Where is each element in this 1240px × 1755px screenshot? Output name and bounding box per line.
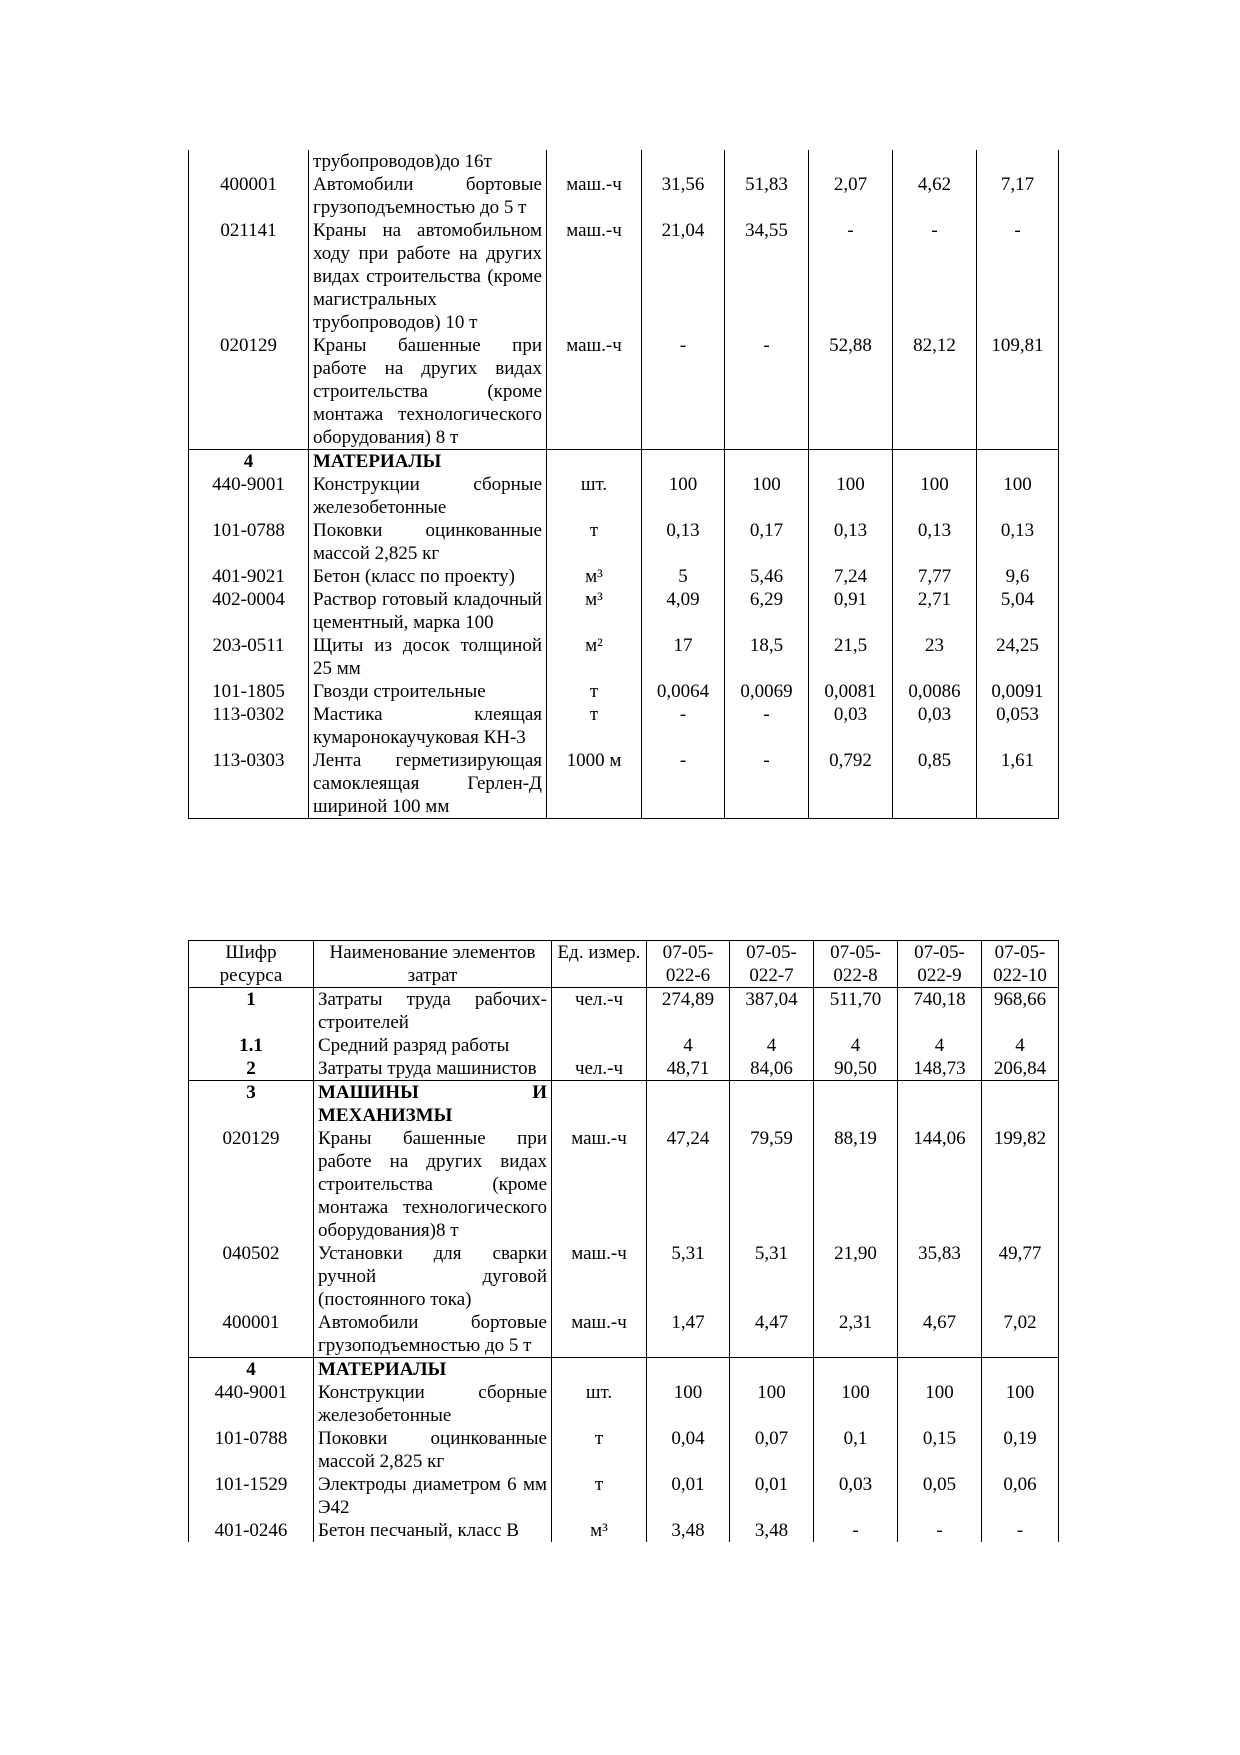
table-row bbox=[189, 565, 1059, 588]
resource-name: Автомобили бортовые грузоподъемностью до 5 т bbox=[314, 1311, 552, 1358]
empty-cell bbox=[730, 1358, 814, 1382]
value-cell: 0,01 bbox=[730, 1473, 814, 1519]
unit-of-measure: м³ bbox=[552, 1519, 647, 1542]
unit-of-measure: м² bbox=[547, 634, 642, 680]
unit-of-measure: чел.-ч bbox=[552, 988, 647, 1035]
unit-of-measure: т bbox=[547, 519, 642, 565]
resource-code: 020129 bbox=[189, 334, 309, 450]
value-cell: 2,31 bbox=[814, 1311, 898, 1358]
resource-code: 400001 bbox=[189, 1311, 314, 1358]
value-cell: - bbox=[642, 334, 725, 450]
resource-name: Конструкции сборные железобетонные bbox=[314, 1381, 552, 1427]
resource-table bbox=[188, 940, 1059, 1542]
resource-code: 101-1805 bbox=[189, 680, 309, 703]
resource-name: Затраты труда рабочих-строителей bbox=[314, 988, 552, 1035]
table-row bbox=[189, 1427, 1059, 1473]
value-cell: 34,55 bbox=[725, 219, 809, 334]
table-row bbox=[189, 473, 1059, 519]
column-header-norm: 07-05-022-7 bbox=[730, 941, 814, 988]
section-header-row bbox=[189, 450, 1059, 474]
value-cell: 3,48 bbox=[730, 1519, 814, 1542]
value-cell: 387,04 bbox=[730, 988, 814, 1035]
value-cell: 100 bbox=[977, 473, 1059, 519]
value-cell: 0,03 bbox=[814, 1473, 898, 1519]
unit-of-measure: шт. bbox=[547, 473, 642, 519]
resource-table-continued bbox=[188, 150, 1059, 819]
resource-name: Щиты из досок толщиной 25 мм bbox=[309, 634, 547, 680]
value-cell: 5,04 bbox=[977, 588, 1059, 634]
value-cell: 511,70 bbox=[814, 988, 898, 1035]
value-cell: 4 bbox=[647, 1034, 730, 1057]
value-cell: - bbox=[814, 1519, 898, 1542]
empty-cell bbox=[547, 450, 642, 474]
table-row bbox=[189, 150, 1059, 173]
value-cell bbox=[893, 150, 977, 173]
resource-code: 203-0511 bbox=[189, 634, 309, 680]
empty-cell bbox=[730, 1081, 814, 1128]
unit-of-measure bbox=[547, 150, 642, 173]
value-cell: 100 bbox=[809, 473, 893, 519]
value-cell: 1,47 bbox=[647, 1311, 730, 1358]
value-cell: - bbox=[642, 749, 725, 819]
value-cell: 82,12 bbox=[893, 334, 977, 450]
unit-of-measure bbox=[552, 1034, 647, 1057]
value-cell: 51,83 bbox=[725, 173, 809, 219]
value-cell: 199,82 bbox=[982, 1127, 1059, 1242]
value-cell: 5,31 bbox=[647, 1242, 730, 1311]
resource-name: Гвозди строительные bbox=[309, 680, 547, 703]
value-cell: - bbox=[977, 219, 1059, 334]
resource-code: 113-0302 bbox=[189, 703, 309, 749]
value-cell: 0,17 bbox=[725, 519, 809, 565]
unit-of-measure: т bbox=[552, 1427, 647, 1473]
value-cell: 6,29 bbox=[725, 588, 809, 634]
value-cell: 21,90 bbox=[814, 1242, 898, 1311]
value-cell: 0,07 bbox=[730, 1427, 814, 1473]
section-number: 4 bbox=[189, 1358, 314, 1382]
value-cell: - bbox=[725, 334, 809, 450]
value-cell: 0,06 bbox=[982, 1473, 1059, 1519]
value-cell: 4 bbox=[898, 1034, 982, 1057]
value-cell: - bbox=[898, 1519, 982, 1542]
value-cell: 0,0069 bbox=[725, 680, 809, 703]
resource-name: Поковки оцинкованные массой 2,825 кг bbox=[314, 1427, 552, 1473]
value-cell: 21,5 bbox=[809, 634, 893, 680]
unit-of-measure: м³ bbox=[547, 565, 642, 588]
value-cell: 4 bbox=[730, 1034, 814, 1057]
value-cell: 100 bbox=[642, 473, 725, 519]
empty-cell bbox=[977, 450, 1059, 474]
table-row bbox=[189, 634, 1059, 680]
resource-name: Конструкции сборные железобетонные bbox=[309, 473, 547, 519]
resource-code: 401-0246 bbox=[189, 1519, 314, 1542]
resource-name: Бетон (класс по проекту) bbox=[309, 565, 547, 588]
section-title: МАТЕРИАЛЫ bbox=[314, 1358, 552, 1382]
resource-code: 101-1529 bbox=[189, 1473, 314, 1519]
unit-of-measure: маш.-ч bbox=[547, 334, 642, 450]
column-header-code: Шифр ресурса bbox=[189, 941, 314, 988]
value-cell: 274,89 bbox=[647, 988, 730, 1035]
value-cell: 9,6 bbox=[977, 565, 1059, 588]
table-row bbox=[189, 1034, 1059, 1057]
column-header-name: Наименование элементов затрат bbox=[314, 941, 552, 988]
resource-code: 101-0788 bbox=[189, 1427, 314, 1473]
value-cell: 144,06 bbox=[898, 1127, 982, 1242]
value-cell: - bbox=[642, 703, 725, 749]
value-cell: 31,56 bbox=[642, 173, 725, 219]
value-cell bbox=[977, 150, 1059, 173]
value-cell: 100 bbox=[814, 1381, 898, 1427]
value-cell: 109,81 bbox=[977, 334, 1059, 450]
value-cell: 17 bbox=[642, 634, 725, 680]
table-row bbox=[189, 219, 1059, 334]
value-cell: 0,91 bbox=[809, 588, 893, 634]
empty-cell bbox=[982, 1358, 1059, 1382]
section-title: МАШИНЫ И МЕХАНИЗМЫ bbox=[314, 1081, 552, 1128]
value-cell: 100 bbox=[893, 473, 977, 519]
resource-code bbox=[189, 150, 309, 173]
table-row bbox=[189, 1127, 1059, 1242]
value-cell: 7,02 bbox=[982, 1311, 1059, 1358]
value-cell: 206,84 bbox=[982, 1057, 1059, 1081]
value-cell: 0,13 bbox=[809, 519, 893, 565]
unit-of-measure: т bbox=[547, 703, 642, 749]
resource-code: 101-0788 bbox=[189, 519, 309, 565]
table-row bbox=[189, 1057, 1059, 1081]
value-cell: 49,77 bbox=[982, 1242, 1059, 1311]
value-cell: 4,47 bbox=[730, 1311, 814, 1358]
resource-code: 400001 bbox=[189, 173, 309, 219]
unit-of-measure: м³ bbox=[547, 588, 642, 634]
value-cell: 48,71 bbox=[647, 1057, 730, 1081]
resource-name: Бетон песчаный, класс В bbox=[314, 1519, 552, 1542]
column-header-norm: 07-05-022-9 bbox=[898, 941, 982, 988]
resource-name: Лента герметизирующая самоклеящая Герлен-Д шириной 100 мм bbox=[309, 749, 547, 819]
unit-of-measure: маш.-ч bbox=[547, 219, 642, 334]
unit-of-measure: т bbox=[552, 1473, 647, 1519]
table-header-row bbox=[189, 941, 1059, 988]
table-row bbox=[189, 1311, 1059, 1358]
value-cell: 100 bbox=[647, 1381, 730, 1427]
table-row bbox=[189, 588, 1059, 634]
empty-cell bbox=[552, 1358, 647, 1382]
value-cell bbox=[809, 150, 893, 173]
value-cell: 4 bbox=[814, 1034, 898, 1057]
resource-code: 021141 bbox=[189, 219, 309, 334]
table-row bbox=[189, 173, 1059, 219]
resource-code: 2 bbox=[189, 1057, 314, 1081]
unit-of-measure: чел.-ч bbox=[552, 1057, 647, 1081]
value-cell: 4,09 bbox=[642, 588, 725, 634]
column-header-norm: 07-05-022-10 bbox=[982, 941, 1059, 988]
value-cell: 5 bbox=[642, 565, 725, 588]
table-row bbox=[189, 703, 1059, 749]
resource-name: Поковки оцинкованные массой 2,825 кг bbox=[309, 519, 547, 565]
unit-of-measure: маш.-ч bbox=[552, 1311, 647, 1358]
value-cell: 24,25 bbox=[977, 634, 1059, 680]
resource-name: Средний разряд работы bbox=[314, 1034, 552, 1057]
value-cell: 0,792 bbox=[809, 749, 893, 819]
table-row bbox=[189, 749, 1059, 819]
value-cell: 0,01 bbox=[647, 1473, 730, 1519]
value-cell: 5,46 bbox=[725, 565, 809, 588]
value-cell: 0,13 bbox=[977, 519, 1059, 565]
value-cell: 0,05 bbox=[898, 1473, 982, 1519]
table-row bbox=[189, 680, 1059, 703]
value-cell: 1,61 bbox=[977, 749, 1059, 819]
value-cell: 148,73 bbox=[898, 1057, 982, 1081]
resource-name: Установки для сварки ручной дуговой (постоянного тока) bbox=[314, 1242, 552, 1311]
table-row bbox=[189, 1473, 1059, 1519]
resource-code: 440-9001 bbox=[189, 1381, 314, 1427]
value-cell: 0,1 bbox=[814, 1427, 898, 1473]
empty-cell bbox=[725, 450, 809, 474]
resource-code: 113-0303 bbox=[189, 749, 309, 819]
empty-cell bbox=[642, 450, 725, 474]
resource-code: 020129 bbox=[189, 1127, 314, 1242]
value-cell: 0,053 bbox=[977, 703, 1059, 749]
table-row bbox=[189, 1381, 1059, 1427]
table-row bbox=[189, 1519, 1059, 1542]
value-cell: 47,24 bbox=[647, 1127, 730, 1242]
value-cell: 84,06 bbox=[730, 1057, 814, 1081]
column-header-unit: Ед. измер. bbox=[552, 941, 647, 988]
value-cell: 0,0081 bbox=[809, 680, 893, 703]
section-header-row bbox=[189, 1081, 1059, 1128]
unit-of-measure: маш.-ч bbox=[552, 1127, 647, 1242]
resource-name: Мастика клеящая кумаронокаучуковая КН-3 bbox=[309, 703, 547, 749]
value-cell: 79,59 bbox=[730, 1127, 814, 1242]
value-cell: 0,0064 bbox=[642, 680, 725, 703]
value-cell: 21,04 bbox=[642, 219, 725, 334]
value-cell: 100 bbox=[898, 1381, 982, 1427]
value-cell: 0,13 bbox=[642, 519, 725, 565]
value-cell: - bbox=[893, 219, 977, 334]
value-cell: 0,03 bbox=[809, 703, 893, 749]
empty-cell bbox=[814, 1081, 898, 1128]
column-header-norm: 07-05-022-6 bbox=[647, 941, 730, 988]
section-header-row bbox=[189, 1358, 1059, 1382]
value-cell: 4,67 bbox=[898, 1311, 982, 1358]
table-row bbox=[189, 988, 1059, 1035]
value-cell: - bbox=[982, 1519, 1059, 1542]
table-row bbox=[189, 519, 1059, 565]
resource-name: Краны башенные при работе на других видах строительства (кроме монтажа технологического оборудования) 8 т bbox=[309, 334, 547, 450]
unit-of-measure: т bbox=[547, 680, 642, 703]
section-number: 3 bbox=[189, 1081, 314, 1128]
table-row bbox=[189, 1242, 1059, 1311]
value-cell: 35,83 bbox=[898, 1242, 982, 1311]
value-cell: 0,13 bbox=[893, 519, 977, 565]
value-cell: 88,19 bbox=[814, 1127, 898, 1242]
value-cell: 90,50 bbox=[814, 1057, 898, 1081]
value-cell: 0,15 bbox=[898, 1427, 982, 1473]
value-cell: - bbox=[725, 703, 809, 749]
unit-of-measure: 1000 м bbox=[547, 749, 642, 819]
value-cell: 7,17 bbox=[977, 173, 1059, 219]
resource-code: 1.1 bbox=[189, 1034, 314, 1057]
unit-of-measure: маш.-ч bbox=[552, 1242, 647, 1311]
value-cell: 2,07 bbox=[809, 173, 893, 219]
resource-name: Затраты труда машинистов bbox=[314, 1057, 552, 1081]
value-cell: 7,77 bbox=[893, 565, 977, 588]
value-cell: 100 bbox=[730, 1381, 814, 1427]
resource-name: Автомобили бортовые грузоподъемностью до 5 т bbox=[309, 173, 547, 219]
value-cell: 4,62 bbox=[893, 173, 977, 219]
value-cell: 0,0086 bbox=[893, 680, 977, 703]
value-cell: - bbox=[725, 749, 809, 819]
value-cell: 18,5 bbox=[725, 634, 809, 680]
resource-code: 1 bbox=[189, 988, 314, 1035]
value-cell bbox=[642, 150, 725, 173]
resource-name: Электроды диаметром 6 мм Э42 bbox=[314, 1473, 552, 1519]
value-cell: 0,04 bbox=[647, 1427, 730, 1473]
empty-cell bbox=[893, 450, 977, 474]
resource-name: Краны башенные при работе на других видах строительства (кроме монтажа технологического оборудования)8 т bbox=[314, 1127, 552, 1242]
empty-cell bbox=[814, 1358, 898, 1382]
value-cell: 100 bbox=[725, 473, 809, 519]
empty-cell bbox=[647, 1081, 730, 1128]
resource-name: Раствор готовый кладочный цементный, марка 100 bbox=[309, 588, 547, 634]
value-cell: 4 bbox=[982, 1034, 1059, 1057]
value-cell: 3,48 bbox=[647, 1519, 730, 1542]
resource-name: трубопроводов)до 16т bbox=[309, 150, 547, 173]
empty-cell bbox=[809, 450, 893, 474]
empty-cell bbox=[552, 1081, 647, 1128]
unit-of-measure: маш.-ч bbox=[547, 173, 642, 219]
empty-cell bbox=[898, 1358, 982, 1382]
resource-code: 440-9001 bbox=[189, 473, 309, 519]
resource-code: 040502 bbox=[189, 1242, 314, 1311]
empty-cell bbox=[647, 1358, 730, 1382]
value-cell: 7,24 bbox=[809, 565, 893, 588]
value-cell: 0,0091 bbox=[977, 680, 1059, 703]
resource-code: 401-9021 bbox=[189, 565, 309, 588]
unit-of-measure: шт. bbox=[552, 1381, 647, 1427]
column-header-norm: 07-05-022-8 bbox=[814, 941, 898, 988]
value-cell: 5,31 bbox=[730, 1242, 814, 1311]
value-cell: 23 bbox=[893, 634, 977, 680]
value-cell: 0,19 bbox=[982, 1427, 1059, 1473]
empty-cell bbox=[898, 1081, 982, 1128]
value-cell: 2,71 bbox=[893, 588, 977, 634]
value-cell: 52,88 bbox=[809, 334, 893, 450]
value-cell: 0,85 bbox=[893, 749, 977, 819]
value-cell bbox=[725, 150, 809, 173]
section-number: 4 bbox=[189, 450, 309, 474]
value-cell: - bbox=[809, 219, 893, 334]
value-cell: 968,66 bbox=[982, 988, 1059, 1035]
section-title: МАТЕРИАЛЫ bbox=[309, 450, 547, 474]
resource-code: 402-0004 bbox=[189, 588, 309, 634]
value-cell: 100 bbox=[982, 1381, 1059, 1427]
empty-cell bbox=[982, 1081, 1059, 1128]
resource-name: Краны на автомобильном ходу при работе на других видах строительства (кроме магистральных трубопроводов) 10 т bbox=[309, 219, 547, 334]
value-cell: 740,18 bbox=[898, 988, 982, 1035]
value-cell: 0,03 bbox=[893, 703, 977, 749]
table-row bbox=[189, 334, 1059, 450]
